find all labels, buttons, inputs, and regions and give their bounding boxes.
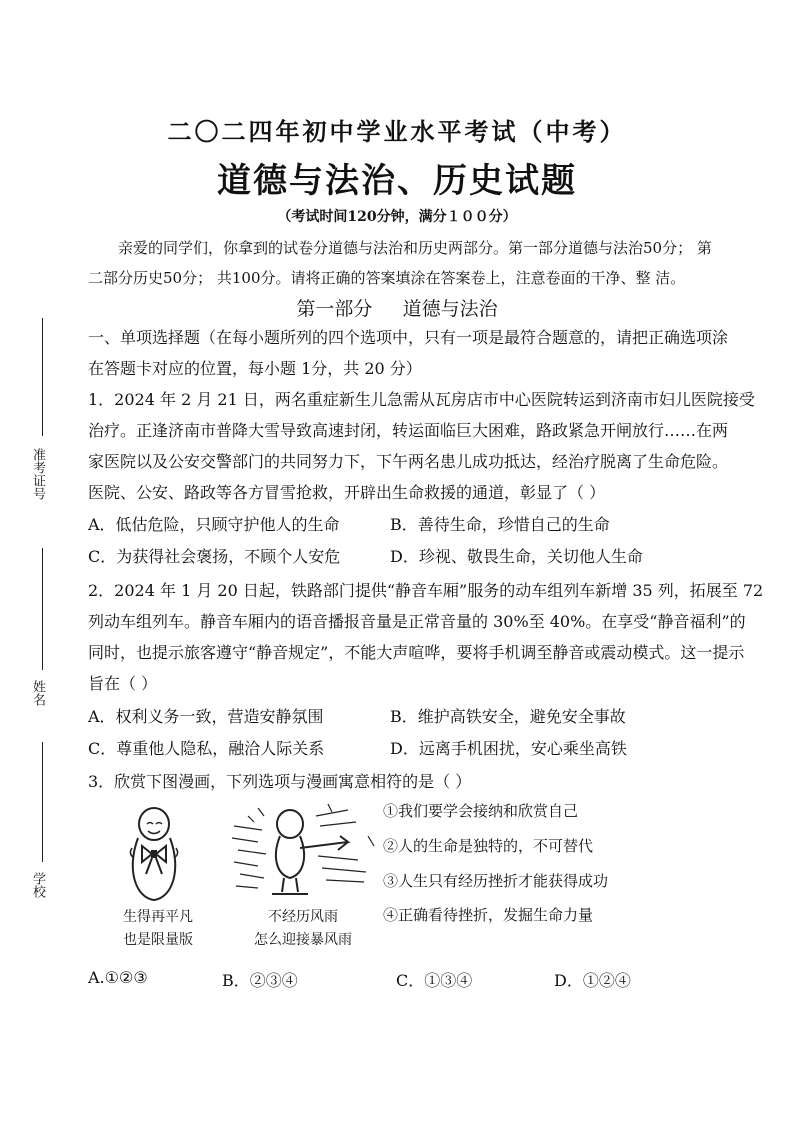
part-one-title: 第一部分 道德与法治 <box>296 298 498 320</box>
margin-line-mid <box>42 548 43 670</box>
q3-statement-4: ④正确看待挫折，发掘生命力量 <box>383 906 594 924</box>
q2-option-d[interactable]: D．远离手机困扰，安心乘坐高铁 <box>390 739 627 758</box>
exam-title: 二〇二四年初中学业水平考试（中考） <box>167 117 627 146</box>
q2-option-b[interactable]: B．维护高铁安全，避免安全事故 <box>390 707 626 726</box>
margin-line-low <box>42 742 43 862</box>
exam-duration: （考试时间120分钟，满分１００分） <box>277 209 517 225</box>
cartoon-1-caption-line-2: 也是限量版 <box>123 932 193 948</box>
q3-option-d[interactable]: D．①②④ <box>554 971 631 990</box>
subject-title: 道德与法治、历史试题 <box>217 161 577 201</box>
q3-option-b[interactable]: B．②③④ <box>222 971 298 990</box>
q1-option-a[interactable]: A．低估危险，只顾守护他人的生命 <box>88 515 340 534</box>
intro-line-2: 二部分历史50分； 共100分。请将正确的答案填涂在答案卷上，注意卷面的干净、整 洁。 <box>88 269 686 287</box>
q3-stem: 3．欣赏下图漫画，下列选项与漫画寓意相符的是（ ） <box>88 772 472 791</box>
q1-line-4: 医院、公安、路政等各方冒雪抢救，开辟出生命救援的通道，彰显了（ ） <box>88 483 606 502</box>
q3-statement-2: ②人的生命是独特的，不可替代 <box>383 837 594 855</box>
q2-line-4: 旨在（ ） <box>88 674 158 693</box>
q1-line-1: 1．2024 年 2 月 21 日，两名重症新生儿急需从瓦房店市中心医院转运到济南市妇儿医院接受 <box>88 390 755 409</box>
q3-option-a[interactable]: A.①②③ <box>88 968 148 987</box>
cartoon-2-caption <box>228 906 378 952</box>
margin-line-top <box>42 318 43 436</box>
section-instruction-1: 一、单项选择题（在每小题所列的四个选项中，只有一项是最符合题意的，请把正确选项涂 <box>88 328 729 347</box>
q1-option-b[interactable]: B．善待生命，珍惜自己的生命 <box>390 515 610 534</box>
q3-statement-1: ①我们要学会接纳和欣赏自己 <box>383 802 579 820</box>
q1-option-d[interactable]: D．珍视、敬畏生命，关切他人生命 <box>390 547 643 566</box>
cartoon-1-caption <box>98 906 218 952</box>
q2-option-a[interactable]: A．权利义务一致，营造安静氛围 <box>88 707 324 726</box>
cartoon-figure-bow-illustration <box>112 800 222 904</box>
cartoon-2-caption-line-2: 怎么迎接暴风雨 <box>254 932 352 948</box>
q2-option-c[interactable]: C．尊重他人隐私，融洽人际关系 <box>88 739 325 758</box>
q3-statement-3: ③人生只有经历挫折才能获得成功 <box>383 872 609 890</box>
section-instruction-2: 在答题卡对应的位置，每小题 1分，共 20 分） <box>88 359 422 378</box>
q3-option-c[interactable]: C．①③④ <box>396 971 473 990</box>
cartoon-1-caption-line-1: 生得再平凡 <box>123 909 193 925</box>
school-label: 学校 <box>30 872 45 898</box>
q1-line-3: 家医院以及公安交警部门的共同努力下，下午两名患儿成功抵达，经治疗脱离了生命危险。 <box>88 452 729 471</box>
cartoon-storm-illustration <box>228 796 378 906</box>
name-label: 姓名 <box>30 680 45 706</box>
cartoon-2-caption-line-1: 不经历风雨 <box>268 909 338 925</box>
intro-line-1: 亲爱的同学们，你拿到的试卷分道德与法治和历史两部分。第一部分道德与法治50分； 第 <box>118 239 712 257</box>
q1-option-c[interactable]: C．为获得社会褒扬，不顾个人安危 <box>88 547 341 566</box>
q2-line-2: 列动车组列车。静音车厢内的语音播报音量是正常音量的 30%至 40%。在享受“静音福利”的 <box>88 612 746 631</box>
q1-line-2: 治疗。正逢济南市普降大雪导致高速封闭，转运面临巨大困难，路政紧急开闸放行……在两 <box>88 421 729 440</box>
q2-line-3: 同时，也提示旅客遵守“静音规定”，不能大声喧哗，要将手机调至静音或震动模式。这一提示 <box>88 643 745 662</box>
q2-line-1: 2．2024 年 1 月 20 日起，铁路部门提供“静音车厢”服务的动车组列车新增 35 列，拓展至 72 <box>88 581 764 600</box>
exam-number-label: 准考证号 <box>30 448 45 500</box>
